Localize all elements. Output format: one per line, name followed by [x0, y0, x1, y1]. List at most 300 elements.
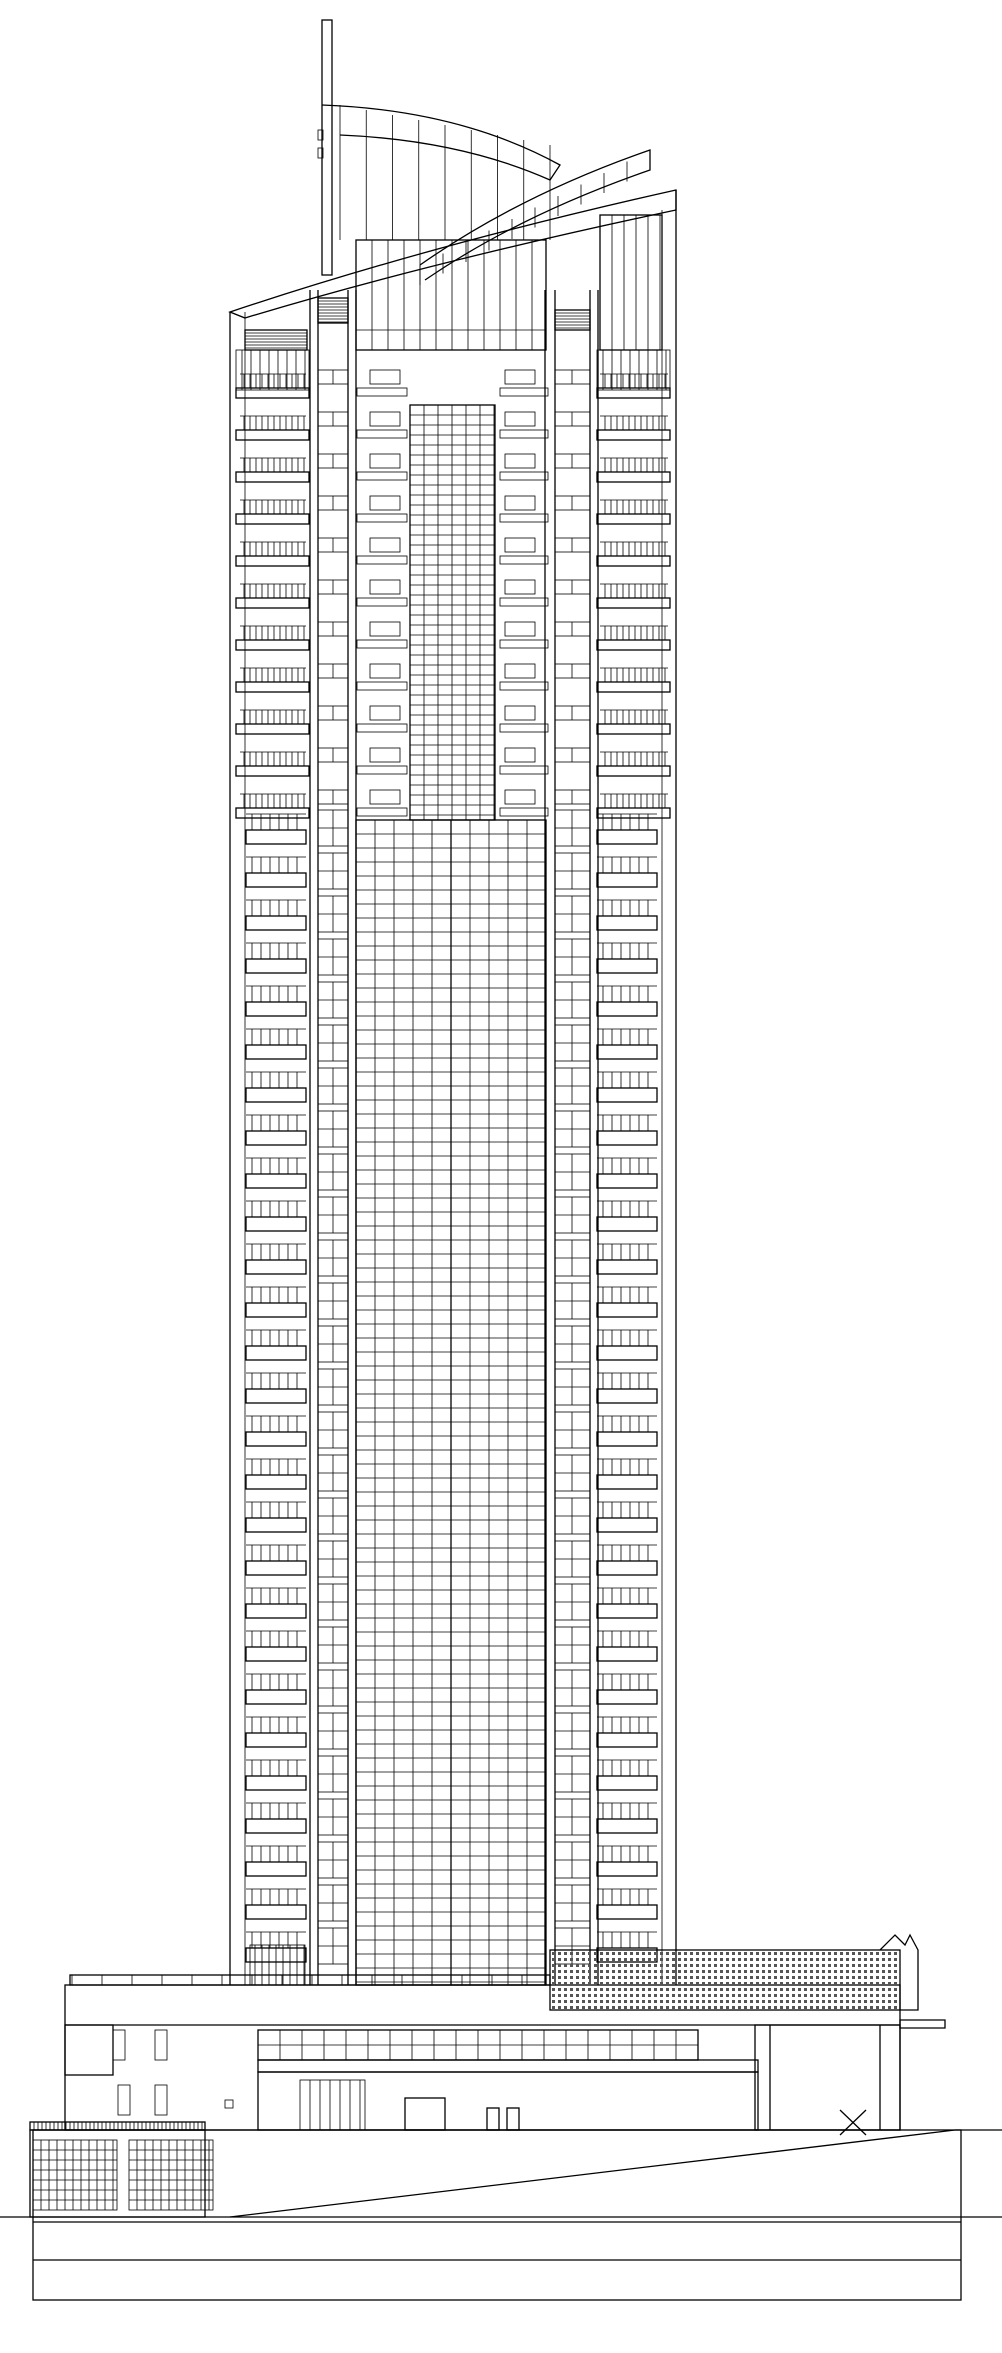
screen-dot: [624, 1964, 627, 1967]
screen-dot: [744, 1970, 747, 1973]
screen-dot: [582, 1988, 585, 1991]
screen-dot: [678, 1952, 681, 1955]
lower-balcony-left: [246, 1733, 306, 1747]
screen-dot: [768, 1970, 771, 1973]
basement-outline: [33, 2130, 961, 2300]
screen-dot: [780, 1976, 783, 1979]
screen-dot: [840, 1958, 843, 1961]
balcony-slab-mid: [500, 598, 548, 606]
screen-dot: [798, 1988, 801, 1991]
balcony-slab-mid: [357, 724, 407, 732]
screen-dot: [708, 1982, 711, 1985]
screen-dot: [600, 1982, 603, 1985]
screen-dot: [876, 1952, 879, 1955]
screen-dot: [606, 1970, 609, 1973]
screen-dot: [660, 1976, 663, 1979]
screen-dot: [558, 1958, 561, 1961]
screen-dot: [810, 1988, 813, 1991]
balcony-slab-right: [597, 472, 670, 482]
screen-dot: [636, 1988, 639, 1991]
screen-dot: [552, 1952, 555, 1955]
screen-dot: [768, 1958, 771, 1961]
screen-dot: [888, 2006, 891, 2009]
balcony-slab-left: [236, 640, 309, 650]
screen-dot: [612, 1964, 615, 1967]
lower-balcony-left: [246, 1002, 306, 1016]
screen-dot: [798, 1958, 801, 1961]
screen-dot: [804, 1964, 807, 1967]
screen-ornament: [880, 1935, 918, 2010]
screen-dot: [636, 2000, 639, 2003]
screen-dot: [852, 2000, 855, 2003]
screen-dot: [594, 2000, 597, 2003]
screen-dot: [570, 1952, 573, 1955]
mid-window: [505, 370, 535, 384]
screen-dot: [882, 1982, 885, 1985]
screen-dot: [888, 1958, 891, 1961]
balcony-slab-mid: [500, 388, 548, 396]
screen-dot: [858, 1970, 861, 1973]
balcony-slab-mid: [500, 640, 548, 648]
screen-dot: [714, 2000, 717, 2003]
screen-dot: [696, 1988, 699, 1991]
screen-dot: [606, 2006, 609, 2009]
screen-dot: [570, 1988, 573, 1991]
screen-dot: [894, 1964, 897, 1967]
spire-sail: [322, 105, 560, 180]
screen-dot: [816, 1994, 819, 1997]
screen-dot: [756, 2000, 759, 2003]
screen-dot: [588, 1982, 591, 1985]
screen-dot: [678, 1958, 681, 1961]
lower-balcony-right: [597, 1088, 657, 1102]
screen-dot: [684, 1952, 687, 1955]
screen-dot: [618, 1994, 621, 1997]
screen-dot: [792, 1976, 795, 1979]
screen-dot: [582, 1994, 585, 1997]
screen-dot: [684, 2000, 687, 2003]
mid-window: [370, 412, 400, 426]
screen-dot: [594, 1958, 597, 1961]
lower-balcony-right: [597, 1260, 657, 1274]
screen-dot: [660, 1958, 663, 1961]
screen-dot: [780, 1970, 783, 1973]
screen-dot: [564, 1952, 567, 1955]
screen-dot: [588, 2000, 591, 2003]
screen-dot: [804, 1988, 807, 1991]
lower-balcony-left: [246, 916, 306, 930]
screen-dot: [582, 1970, 585, 1973]
screen-dot: [786, 1964, 789, 1967]
screen-dot: [870, 2000, 873, 2003]
balcony-slab-mid: [357, 640, 407, 648]
screen-dot: [744, 1958, 747, 1961]
lower-balcony-right: [597, 1905, 657, 1919]
screen-dot: [582, 1982, 585, 1985]
screen-dot: [720, 1976, 723, 1979]
screen-dot: [654, 1958, 657, 1961]
screen-dot: [762, 1976, 765, 1979]
screen-dot: [558, 1964, 561, 1967]
screen-dot: [870, 1952, 873, 1955]
lower-balcony-left: [246, 1131, 306, 1145]
screen-dot: [618, 1952, 621, 1955]
mid-window: [505, 748, 535, 762]
screen-dot: [582, 1964, 585, 1967]
screen-dot: [660, 1988, 663, 1991]
screen-dot: [780, 2000, 783, 2003]
screen-dot: [840, 1952, 843, 1955]
screen-dot: [648, 2006, 651, 2009]
screen-dot: [876, 1976, 879, 1979]
screen-dot: [834, 1982, 837, 1985]
screen-dot: [810, 1982, 813, 1985]
lower-balcony-right: [597, 1045, 657, 1059]
screen-dot: [642, 1982, 645, 1985]
lower-balcony-left: [246, 1690, 306, 1704]
screen-dot: [882, 1994, 885, 1997]
lower-balcony-left: [246, 1561, 306, 1575]
screen-dot: [594, 1964, 597, 1967]
screen-dot: [786, 1952, 789, 1955]
screen-dot: [834, 1994, 837, 1997]
mechanical-screen-hatch: [550, 1935, 918, 2010]
screen-dot: [750, 2006, 753, 2009]
screen-dot: [648, 1982, 651, 1985]
pier-window: [555, 538, 590, 552]
lower-balcony-right: [597, 1475, 657, 1489]
screen-dot: [750, 1964, 753, 1967]
screen-dot: [576, 2006, 579, 2009]
screen-dot: [714, 1976, 717, 1979]
tower-crown: [230, 150, 676, 390]
screen-dot: [756, 2006, 759, 2009]
lower-balcony-left: [246, 1647, 306, 1661]
screen-dot: [678, 1976, 681, 1979]
screen-dot: [588, 1994, 591, 1997]
screen-dot: [804, 1976, 807, 1979]
screen-dot: [570, 1958, 573, 1961]
screen-dot: [720, 1970, 723, 1973]
screen-dot: [750, 1976, 753, 1979]
screen-dot: [828, 1994, 831, 1997]
screen-dot: [552, 2000, 555, 2003]
lower-balcony-right: [597, 1389, 657, 1403]
lower-balcony-right: [597, 1862, 657, 1876]
screen-dot: [858, 1982, 861, 1985]
screen-dot: [798, 1970, 801, 1973]
screen-dot: [576, 1994, 579, 1997]
screen-dot: [714, 1958, 717, 1961]
lower-balcony-right: [597, 873, 657, 887]
screen-dot: [864, 1994, 867, 1997]
screen-dot: [690, 1988, 693, 1991]
screen-dot: [660, 2006, 663, 2009]
screen-dot: [804, 1958, 807, 1961]
screen-dot: [660, 1970, 663, 1973]
screen-dot: [882, 2006, 885, 2009]
balcony-slab-mid: [357, 388, 407, 396]
small-window: [155, 2085, 167, 2115]
screen-dot: [846, 1982, 849, 1985]
screen-dot: [810, 1994, 813, 1997]
screen-dot: [864, 1970, 867, 1973]
screen-dot: [786, 1976, 789, 1979]
screen-dot: [672, 2006, 675, 2009]
lower-balcony-left: [246, 1217, 306, 1231]
lower-balcony-right: [597, 1604, 657, 1618]
screen-dot: [732, 1982, 735, 1985]
screen-dot: [786, 1970, 789, 1973]
screen-dot: [618, 1970, 621, 1973]
screen-dot: [636, 1952, 639, 1955]
screen-dot: [624, 1988, 627, 1991]
screen-dot: [738, 1970, 741, 1973]
screen-dot: [864, 1988, 867, 1991]
screen-dot: [888, 1964, 891, 1967]
small-window: [155, 2030, 167, 2060]
screen-dot: [756, 1958, 759, 1961]
screen-dot: [810, 2006, 813, 2009]
stair-volume: [65, 2025, 113, 2075]
screen-dot: [696, 1982, 699, 1985]
screen-dot: [690, 1958, 693, 1961]
screen-dot: [672, 1976, 675, 1979]
screen-dot: [708, 1964, 711, 1967]
screen-dot: [870, 1994, 873, 1997]
screen-dot: [720, 2000, 723, 2003]
screen-dot: [714, 1994, 717, 1997]
screen-dot: [690, 1952, 693, 1955]
pier-window: [555, 454, 590, 468]
tower-shaft: [230, 190, 676, 1985]
screen-dot: [666, 1964, 669, 1967]
screen-dot: [828, 1982, 831, 1985]
screen-dot: [702, 1994, 705, 1997]
screen-dot: [702, 1952, 705, 1955]
screen-dot: [834, 2000, 837, 2003]
screen-dot: [630, 2006, 633, 2009]
screen-dot: [678, 2006, 681, 2009]
lower-balcony-left: [246, 1303, 306, 1317]
screen-dot: [618, 1988, 621, 1991]
balcony-slab-mid: [500, 430, 548, 438]
lower-balcony-left: [246, 1346, 306, 1360]
screen-dot: [780, 2006, 783, 2009]
lower-balcony-left: [246, 1260, 306, 1274]
screen-dot: [654, 1964, 657, 1967]
screen-dot: [864, 2006, 867, 2009]
small-window: [118, 2085, 130, 2115]
screen-dot: [762, 2000, 765, 2003]
screen-dot: [696, 1970, 699, 1973]
screen-dot: [774, 1982, 777, 1985]
screen-dot: [552, 1964, 555, 1967]
lower-balcony-left: [246, 1045, 306, 1059]
screen-dot: [864, 1976, 867, 1979]
screen-dot: [720, 1994, 723, 1997]
screen-dot: [606, 1964, 609, 1967]
crown-fascia: [230, 190, 676, 318]
podium-block: [30, 1975, 945, 2217]
screen-dot: [576, 1988, 579, 1991]
screen-dot: [600, 1958, 603, 1961]
screen-dot: [732, 1964, 735, 1967]
screen-dot: [846, 1988, 849, 1991]
screen-dot: [834, 1976, 837, 1979]
ground-floor: [258, 2072, 758, 2130]
screen-dot: [666, 2006, 669, 2009]
screen-dot: [744, 2006, 747, 2009]
screen-dot: [690, 1964, 693, 1967]
balcony-slab-mid: [500, 556, 548, 564]
balcony-slab-left: [236, 472, 309, 482]
screen-dot: [678, 1964, 681, 1967]
pier-window: [555, 748, 590, 762]
screen-dot: [816, 1970, 819, 1973]
mid-window: [505, 538, 535, 552]
screen-dot: [600, 1994, 603, 1997]
pier-window: [555, 622, 590, 636]
screen-dot: [624, 1982, 627, 1985]
screen-dot: [696, 1958, 699, 1961]
screen-dot: [876, 1982, 879, 1985]
screen-dot: [858, 1958, 861, 1961]
screen-dot: [816, 2000, 819, 2003]
screen-dot: [606, 1982, 609, 1985]
mid-window: [505, 664, 535, 678]
ground-and-basement: [0, 2130, 1002, 2300]
screen-dot: [636, 1958, 639, 1961]
mid-window: [370, 580, 400, 594]
screen-dot: [558, 2006, 561, 2009]
screen-dot: [888, 1994, 891, 1997]
screen-dot: [852, 1952, 855, 1955]
screen-dot: [786, 1994, 789, 1997]
wing-window: [129, 2140, 213, 2210]
door: [507, 2108, 519, 2130]
screen-dot: [600, 1988, 603, 1991]
screen-dot: [726, 1982, 729, 1985]
screen-dot: [618, 1958, 621, 1961]
balcony-slab-mid: [357, 766, 407, 774]
screen-dot: [564, 1958, 567, 1961]
screen-dot: [702, 1988, 705, 1991]
screen-dot: [774, 1988, 777, 1991]
screen-dot: [696, 1964, 699, 1967]
screen-dot: [798, 2006, 801, 2009]
screen-dot: [864, 1964, 867, 1967]
lower-balcony-left: [246, 1475, 306, 1489]
balcony-slab-mid: [357, 472, 407, 480]
balcony-slab-left: [236, 430, 309, 440]
screen-dot: [636, 1964, 639, 1967]
lower-balcony-right: [597, 1303, 657, 1317]
screen-dot: [744, 2000, 747, 2003]
screen-dot: [660, 1982, 663, 1985]
screen-dot: [702, 1976, 705, 1979]
balcony-slab-right: [597, 808, 670, 818]
screen-dot: [768, 1994, 771, 1997]
screen-dot: [654, 2000, 657, 2003]
mid-window: [370, 748, 400, 762]
screen-dot: [804, 1952, 807, 1955]
screen-dot: [696, 1994, 699, 1997]
pier-window: [555, 790, 590, 804]
lower-balcony-right: [597, 1647, 657, 1661]
screen-dot: [588, 1988, 591, 1991]
screen-dot: [810, 1976, 813, 1979]
screen-dot: [684, 1994, 687, 1997]
screen-dot: [852, 1988, 855, 1991]
screen-dot: [600, 2000, 603, 2003]
screen-dot: [690, 1976, 693, 1979]
balcony-slab-mid: [500, 766, 548, 774]
screen-dot: [654, 1970, 657, 1973]
lower-balcony-right: [597, 1690, 657, 1704]
balcony-slab-mid: [500, 472, 548, 480]
screen-dot: [726, 2000, 729, 2003]
screen-dot: [756, 1994, 759, 1997]
screen-dot: [774, 2006, 777, 2009]
screen-dot: [708, 1976, 711, 1979]
screen-dot: [666, 1988, 669, 1991]
screen-dot: [588, 1970, 591, 1973]
screen-dot: [654, 1982, 657, 1985]
screen-dot: [642, 1958, 645, 1961]
screen-dot: [816, 1964, 819, 1967]
screen-dot: [894, 1958, 897, 1961]
screen-dot: [612, 1988, 615, 1991]
screen-dot: [828, 1970, 831, 1973]
screen-dot: [822, 2006, 825, 2009]
screen-dot: [714, 1970, 717, 1973]
screen-dot: [816, 1952, 819, 1955]
lower-balcony-right: [597, 830, 657, 844]
pier-window: [555, 496, 590, 510]
screen-dot: [750, 1994, 753, 1997]
screen-dot: [618, 2006, 621, 2009]
screen-dot: [726, 1988, 729, 1991]
screen-dot: [570, 1970, 573, 1973]
screen-dot: [678, 1994, 681, 1997]
screen-dot: [564, 1982, 567, 1985]
screen-dot: [666, 1970, 669, 1973]
screen-dot: [840, 1982, 843, 1985]
screen-dot: [606, 1988, 609, 1991]
screen-dot: [582, 2006, 585, 2009]
pier-window: [555, 664, 590, 678]
screen-dot: [828, 1988, 831, 1991]
balcony-slab-left: [236, 682, 309, 692]
screen-dot: [696, 1952, 699, 1955]
screen-dot: [792, 1988, 795, 1991]
screen-dot: [564, 1976, 567, 1979]
screen-dot: [780, 1988, 783, 1991]
screen-dot: [576, 1952, 579, 1955]
screen-dot: [654, 2006, 657, 2009]
screen-dot: [780, 1994, 783, 1997]
screen-dot: [624, 1976, 627, 1979]
screen-dot: [738, 1982, 741, 1985]
screen-dot: [804, 1982, 807, 1985]
screen-dot: [642, 1964, 645, 1967]
screen-dot: [552, 1988, 555, 1991]
balcony-slab-mid: [357, 808, 407, 816]
screen-dot: [744, 1952, 747, 1955]
screen-dot: [672, 1982, 675, 1985]
screen-dot: [828, 1958, 831, 1961]
